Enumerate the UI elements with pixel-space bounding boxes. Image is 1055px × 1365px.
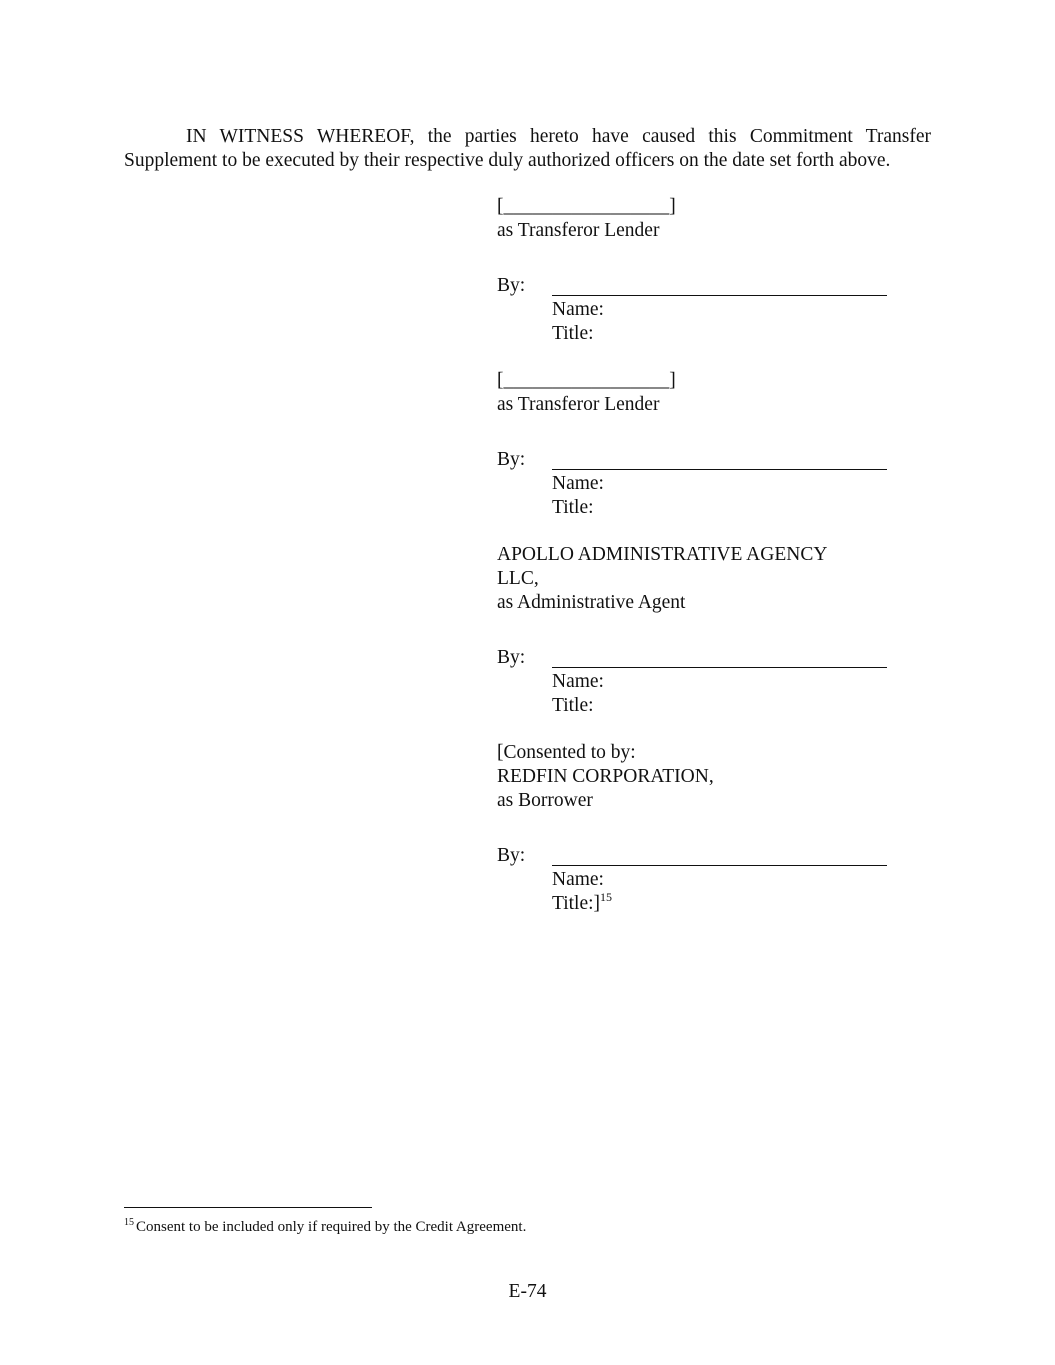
title-label-with-footnote <box>497 892 917 916</box>
footnote-number: 15 <box>124 1217 134 1228</box>
footnote-text: Consent to be included only if required by the Credit Agreement. <box>136 1219 527 1235</box>
by-row <box>497 274 917 298</box>
by-label: By: <box>497 275 526 296</box>
page-number: E-74 <box>508 1281 547 1302</box>
party-name: APOLLO ADMINISTRATIVE AGENCY <box>497 544 828 565</box>
signature-block-borrower <box>497 741 917 916</box>
signature-line[interactable] <box>552 295 887 296</box>
signature-line[interactable] <box>552 469 887 470</box>
party-role: as Administrative Agent <box>497 592 686 613</box>
name-label: Name: <box>552 671 604 692</box>
by-row <box>497 646 917 670</box>
signature-line[interactable] <box>552 865 887 866</box>
footnote-separator <box>124 1207 372 1208</box>
consent-heading: [Consented to by: <box>497 742 636 763</box>
title-label: Title: <box>552 695 594 716</box>
signature-line[interactable] <box>552 667 887 668</box>
party-name: REDFIN CORPORATION, <box>497 766 714 787</box>
footnote <box>124 1217 526 1237</box>
by-label: By: <box>497 647 526 668</box>
party-name-placeholder: [_________________] <box>497 370 676 391</box>
party-role: as Transferor Lender <box>497 394 660 415</box>
name-label: Name: <box>552 299 604 320</box>
party-name-continued: LLC, <box>497 568 539 589</box>
signature-block-administrative-agent <box>497 543 917 718</box>
title-label: Title: <box>552 497 594 518</box>
title-label: Title: <box>552 323 594 344</box>
party-name-placeholder: [_________________] <box>497 196 676 217</box>
by-label: By: <box>497 845 526 866</box>
by-row <box>497 448 917 472</box>
signature-block-transferor-lender-1 <box>497 195 917 346</box>
by-label: By: <box>497 449 526 470</box>
party-role: as Borrower <box>497 790 593 811</box>
by-row <box>497 844 917 868</box>
footnote-reference[interactable]: 15 <box>600 890 613 904</box>
name-label: Name: <box>552 473 604 494</box>
name-label: Name: <box>552 869 604 890</box>
signature-block-transferor-lender-2 <box>497 369 917 520</box>
party-role: as Transferor Lender <box>497 220 660 241</box>
title-label: Title:] <box>552 893 601 914</box>
witness-paragraph: IN WITNESS WHEREOF, the parties hereto have caused this Commitment Transfer Supplement to be executed by their respective duly authorized officers on the date set forth above. <box>124 126 931 171</box>
